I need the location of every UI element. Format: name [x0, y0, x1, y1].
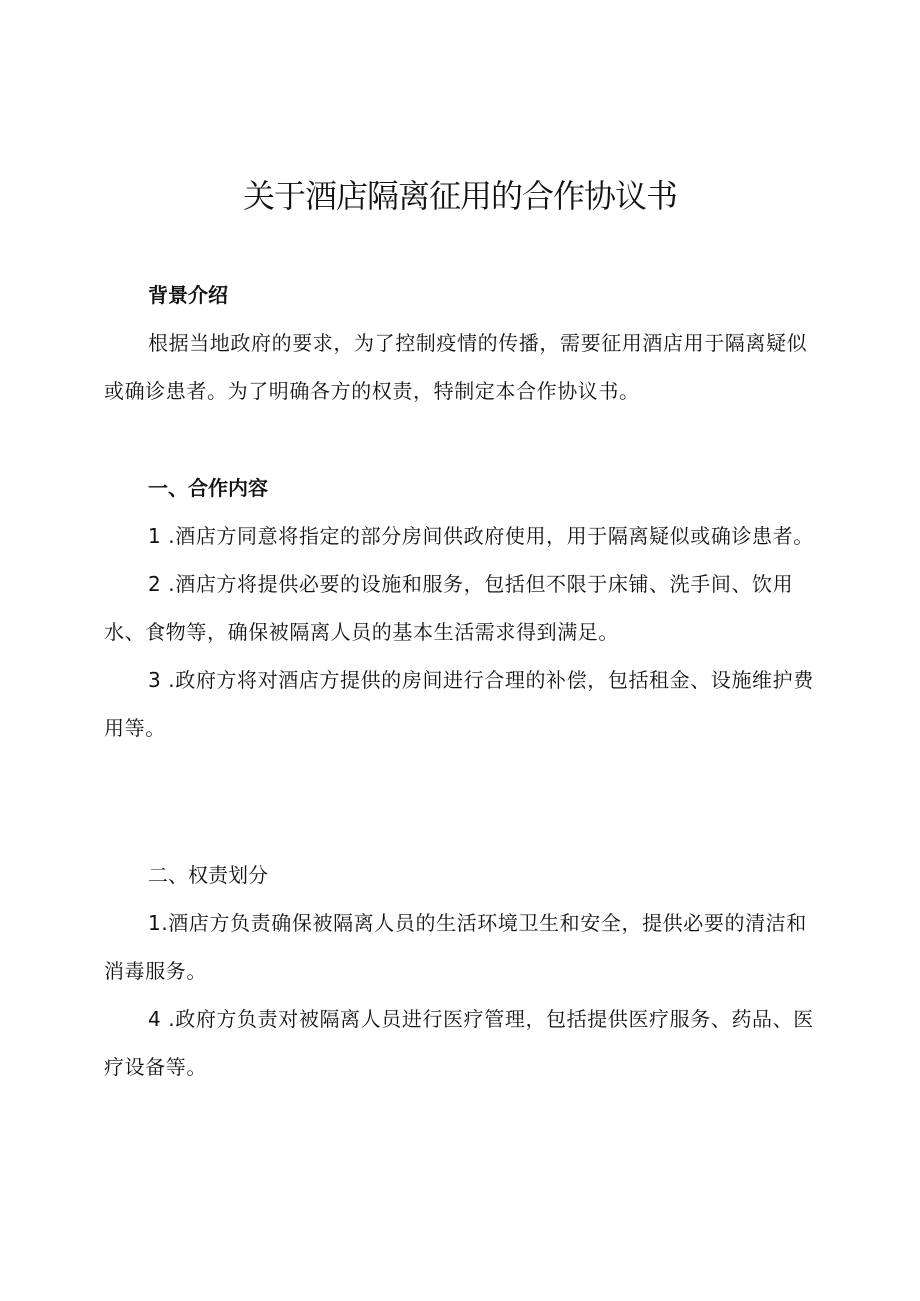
list-item: 2 .酒店方将提供必要的设施和服务，包括但不限于床铺、洗手间、饮用水、食物等，确保被隔离人员的基本生活需求得到满足。 [104, 572, 794, 644]
document-title: 关于酒店隔离征用的合作协议书 [242, 177, 677, 215]
background-heading: 背景介绍 [148, 283, 228, 307]
list-item: 1.酒店方负责确保被隔离人员的生活环境卫生和安全，提供必要的清洁和消毒服务。 [104, 911, 807, 983]
background-section [104, 271, 824, 415]
section-cooperation-content [104, 464, 824, 752]
section-rights-responsibilities [104, 851, 824, 1091]
list-item: 4 .政府方负责对被隔离人员进行医疗管理，包括提供医疗服务、药品、医疗设备等。 [104, 1007, 814, 1079]
list-item: 3 .政府方将对酒店方提供的房间进行合理的补偿，包括租金、设施维护费用等。 [104, 668, 814, 740]
section-heading: 一、合作内容 [148, 476, 268, 500]
list-item: 1 .酒店方同意将指定的部分房间供政府使用，用于隔离疑似或确诊患者。 [148, 524, 814, 548]
background-paragraph: 根据当地政府的要求，为了控制疫情的传播，需要征用酒店用于隔离疑似或确诊患者。为了明确各方的权责，特制定本合作协议书。 [104, 331, 808, 403]
section-heading: 二、权责划分 [148, 863, 268, 887]
